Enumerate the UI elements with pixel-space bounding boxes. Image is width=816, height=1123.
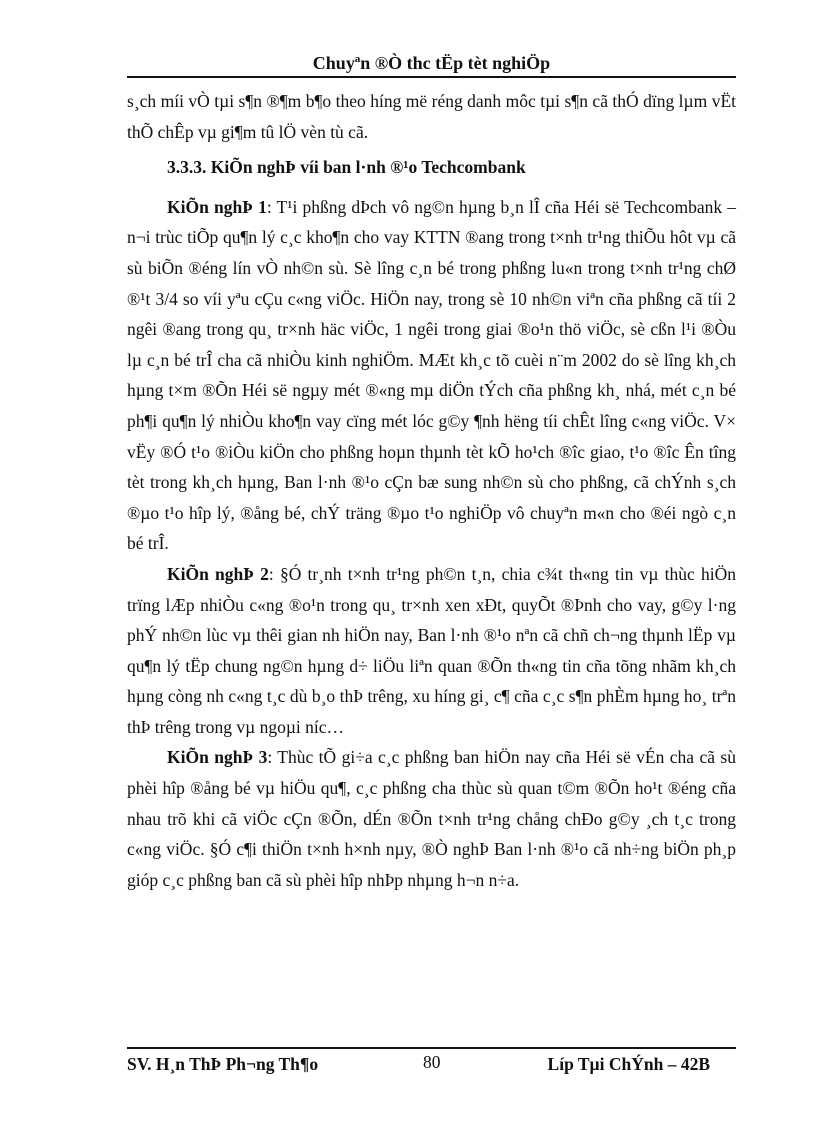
recommendation-1-label: KiÕn nghÞ 1 bbox=[167, 196, 267, 217]
recommendation-2-paragraph bbox=[127, 559, 736, 743]
section-heading: 3.3.3. KiÕn nghÞ víi ban l·nh ®¹o Techcombank bbox=[167, 157, 526, 178]
recommendation-2-text: : §Ó tr¸nh t×nh tr¹ng ph©n t¸n, chia c¾t th«ng tin vµ thùc hiÖn trïng lÆp nhiÒu c«ng ®o¹n trong qu¸ tr×nh xen xÐt, quyÕt ®Þnh cho vay, g©y l·ng phÝ nh©n lùc vµ thêi gian nh hiÖn nay, Ban l·nh ®¹o nªn cã chñ ch¬ng thµnh lËp vµ qu¶n lý tËp chung ng©n hµng d÷ liÖu liªn quan ®Õn th«ng tin cña tõng nhãm kh¸ch hµng còng nh c«ng t¸c dù b¸o thÞ trêng, xu híng gi¸ c¶ cña c¸c s¶n phÈm hµng ho¸ trªn thÞ trêng trong vµ ngoµi níc… bbox=[127, 563, 736, 737]
footer-student-name: SV. H¸n ThÞ Ph¬ng Th¶o bbox=[127, 1054, 319, 1074]
recommendation-3-paragraph bbox=[127, 742, 736, 895]
footer-class-name: Líp Tµi ChÝnh – 42B bbox=[547, 1054, 710, 1074]
footer-page-number: 80 bbox=[423, 1052, 441, 1072]
recommendation-3-text: : Thùc tÕ gi÷a c¸c phßng ban hiÖn nay cña Héi së vÉn cha cã sù phèi hîp ®ång bé vµ hiÖu qu¶, c¸c phßng cha thùc sù quan t©m ®Õn ho¹t ®éng cña nhau trõ khi cã viÖc cÇn ®Õn, dÉn ®Õn t×nh tr¹ng chång chÐo g©y ¸ch t¸c trong c«ng viÖc. §Ó c¶i thiÖn t×nh h×nh nµy, ®Ò nghÞ Ban l·nh ®¹o cã nh÷ng biÖn ph¸p gióp c¸c phßng ban cã sù phèi hîp nhÞp nhµng h¬n n÷a. bbox=[127, 747, 736, 890]
page-footer bbox=[127, 1052, 736, 1076]
recommendation-3-label: KiÕn nghÞ 3 bbox=[167, 747, 268, 768]
footer-divider bbox=[127, 1047, 736, 1049]
page-header-title: Chuyªn ®Ò thc tËp tèt nghiÖp bbox=[312, 53, 551, 73]
continuation-paragraph: s¸ch míi vÒ tµi s¶n ®¶m b¶o theo híng më réng danh môc tµi s¶n cã thÓ dïng lµm vËt thÕ chÊp vµ gi¶m tû lÖ vèn tù cã. bbox=[127, 91, 736, 142]
recommendation-2-label: KiÕn nghÞ 2 bbox=[167, 563, 269, 584]
document-body bbox=[127, 86, 736, 895]
header-divider bbox=[127, 76, 736, 78]
recommendation-1-paragraph bbox=[127, 192, 736, 559]
recommendation-1-text: : T¹i phßng dÞch vô ng©n hµng b¸n lÎ cña Héi së Techcombank – n¬i trùc tiÕp qu¶n lý c¸c kho¶n cho vay KTTN ®ang trong t×nh tr¹ng thiÕu hôt vµ cã sù biÕn ®éng lín vÒ nh©n sù. Sè lîng c¸n bé trong phßng lu«n trong t×nh tr¹ng chØ ®¹t 3/4 so víi yªu cÇu c«ng viÖc. HiÖn nay, trong sè 10 nh©n viªn cña phßng cã tíi 2 ngêi ®ang trong qu¸ tr×nh häc viÖc, 1 ngêi trong giai ®o¹n thö viÖc, sè cßn l¹i ®Òu lµ c¸n bé trÎ cha cã nhiÒu kinh nghiÖm. MÆt kh¸c tõ cuèi n¨m 2002 do sè lîng kh¸ch hµng t×m ®Õn Héi së ngµy mét ®«ng mµ diÖn tÝch cña phßng kh¸ nhá, mét c¸n bé ph¶i qu¶n lý nhiÒu kho¶n vay cïng mét lóc g©y ¶nh hëng tíi chÊt lîng c«ng viÖc. V× vËy ®Ó t¹o ®iÒu kiÖn cho phßng hoµn thµnh tèt kÕ ho¹ch ®îc giao, t¹o ®îc Ên tîng tèt trong kh¸ch hµng, Ban l·nh ®¹o cÇn bæ sung nh©n sù cho phßng, cã chÝnh s¸ch ®µo t¹o hîp lý, ®ång bé, chÝ träng ®µo t¹o nghiÖp vô chuyªn m«n cho ®éi ngò c¸n bé trÎ. bbox=[127, 196, 737, 554]
